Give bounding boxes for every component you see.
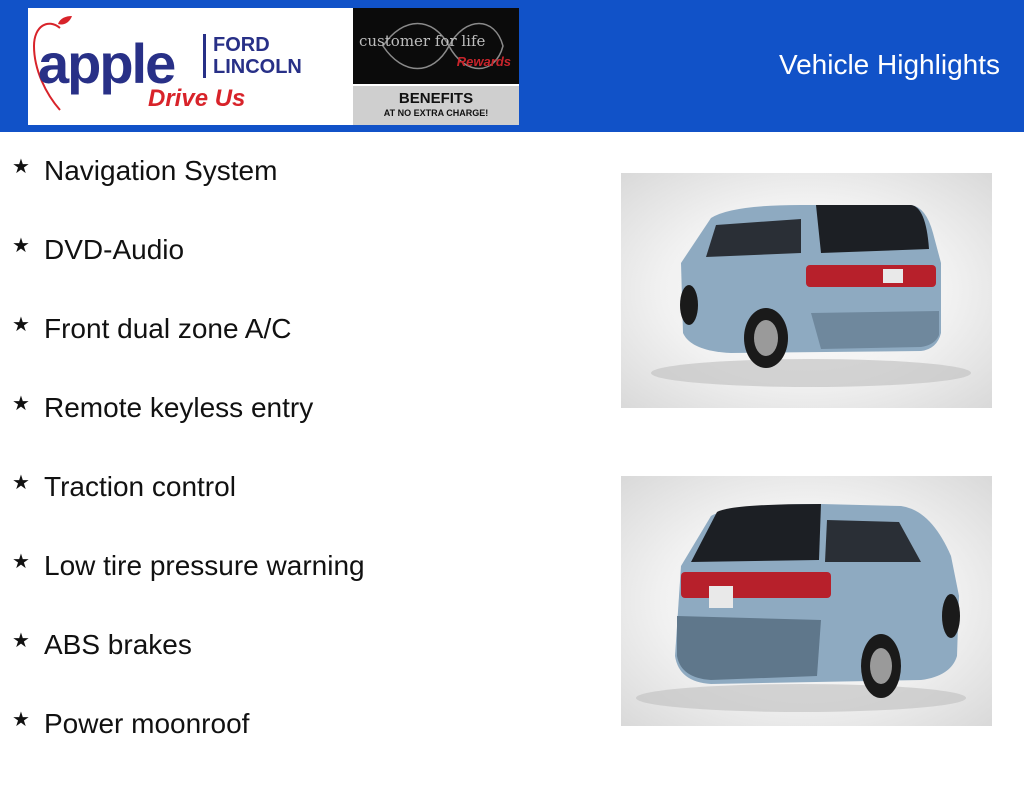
feature-item <box>12 153 365 232</box>
dealer-makes <box>203 34 302 78</box>
feature-item <box>12 311 365 390</box>
star-icon: ★ <box>12 156 30 178</box>
make-ford: FORD <box>213 34 270 56</box>
feature-item <box>12 232 365 311</box>
feature-label: DVD-Audio <box>44 234 185 265</box>
star-icon: ★ <box>12 551 30 573</box>
rewards-logo[interactable] <box>353 8 519 125</box>
vehicle-photo-rear-right[interactable] <box>621 476 992 726</box>
feature-label: Power moonroof <box>44 708 250 739</box>
star-icon: ★ <box>12 472 30 494</box>
star-icon: ★ <box>12 235 30 257</box>
star-icon: ★ <box>12 393 30 415</box>
feature-label: Front dual zone A/C <box>44 313 292 344</box>
star-icon: ★ <box>12 709 30 731</box>
rewards-subtext: AT NO EXTRA CHARGE! <box>383 108 489 118</box>
feature-label: Navigation System <box>44 155 278 186</box>
feature-item <box>12 469 365 548</box>
rewards-logo-banner <box>353 8 519 84</box>
page-title: Vehicle Highlights <box>778 49 1000 80</box>
vehicle-photo-rear-left[interactable] <box>621 173 992 408</box>
rewards-logo-script: Rewards <box>456 54 511 69</box>
dealer-brand: apple <box>38 32 175 95</box>
rewards-benefits: BENEFITS <box>398 90 474 107</box>
minivan-image <box>621 476 992 726</box>
dealer-logo[interactable] <box>28 8 353 125</box>
rewards-benefits-box <box>353 86 519 125</box>
star-icon: ★ <box>12 314 30 336</box>
star-icon: ★ <box>12 630 30 652</box>
feature-item <box>12 706 365 785</box>
minivan-image <box>621 173 992 408</box>
header-banner <box>0 0 1024 132</box>
feature-list <box>12 153 365 785</box>
dealer-tagline: Drive Us <box>148 85 246 112</box>
feature-item <box>12 390 365 469</box>
feature-label: Remote keyless entry <box>44 392 314 423</box>
rewards-logo-text: customer for life <box>359 32 486 50</box>
feature-label: Traction control <box>44 471 236 502</box>
feature-item <box>12 548 365 627</box>
feature-label: ABS brakes <box>44 629 192 660</box>
make-lincoln: LINCOLN <box>213 56 302 78</box>
feature-label: Low tire pressure warning <box>44 550 365 581</box>
feature-item <box>12 627 365 706</box>
